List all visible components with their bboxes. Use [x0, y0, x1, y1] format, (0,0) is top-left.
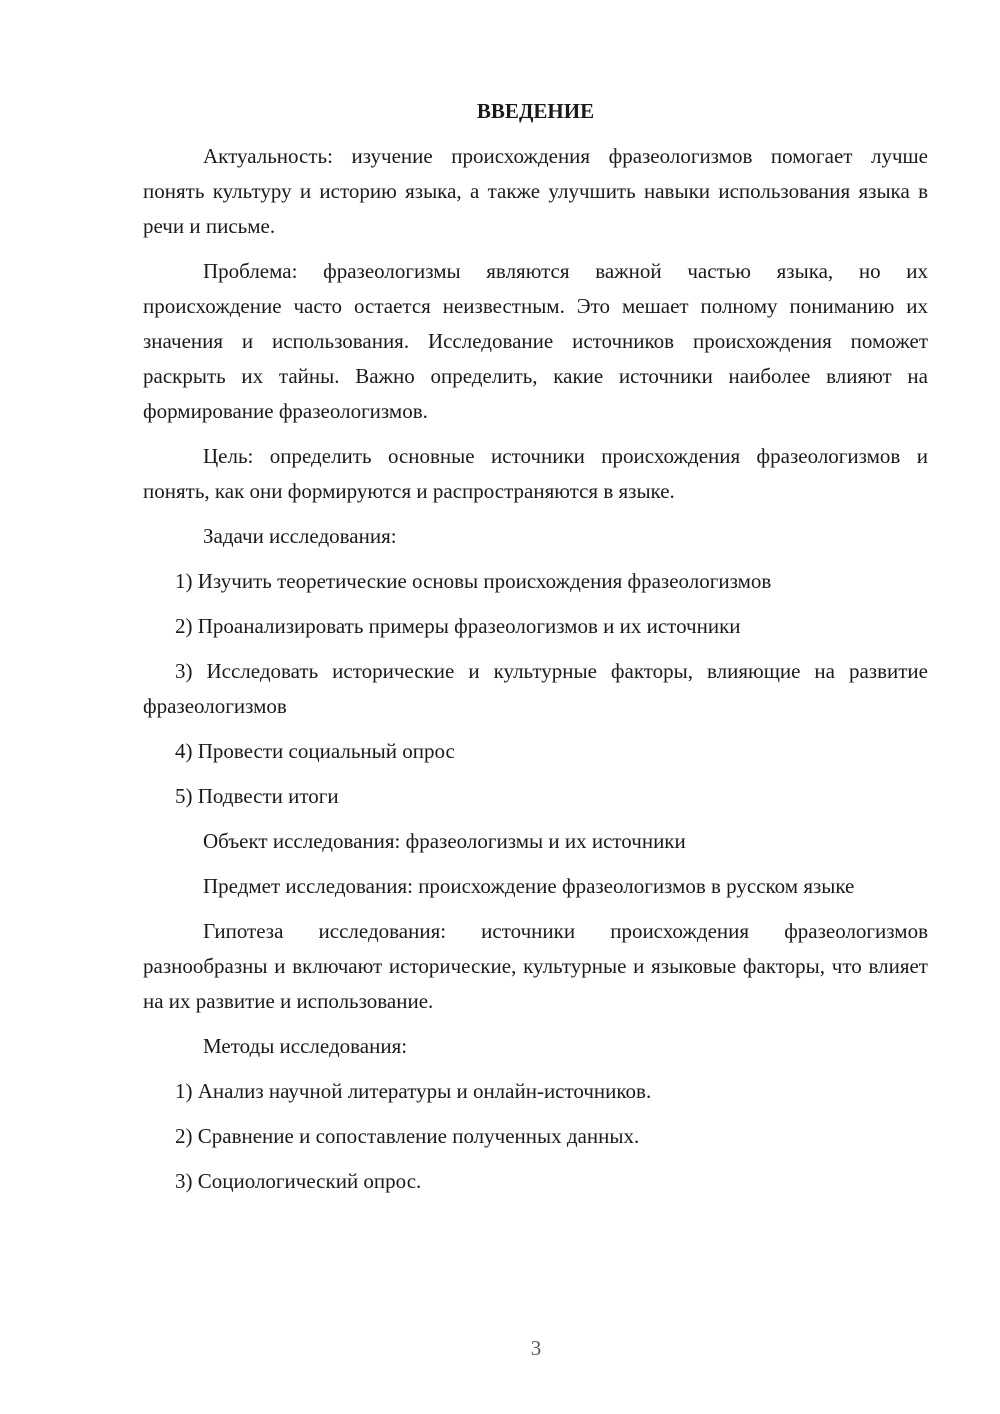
document-body: [143, 94, 928, 1209]
page-number: 3: [530, 1336, 542, 1360]
task-item-1: 1) Изучить теоретические основы происхождения фразеологизмов: [175, 569, 772, 593]
paragraph-object: Объект исследования: фразеологизмы и их источники: [203, 829, 686, 853]
methods-heading: Методы исследования:: [203, 1034, 408, 1058]
paragraph-hypothesis: Гипотеза исследования: источники происхождения фразеологизмов разнообразны и включают исторические, культурные и языковые факторы, что влияет на их развитие и использование.: [143, 919, 928, 1013]
paragraph-problem: Проблема: фразеологизмы являются важной частью языка, но их происхождение часто остается неизвестным. Это мешает полному пониманию их значения и использования. Исследование источников происхождения поможет раскрыть их тайны. Важно определить, какие источники наиболее влияют на формирование фразеологизмов.: [143, 259, 928, 423]
paragraph-relevance: Актуальность: изучение происхождения фразеологизмов помогает лучше понять культуру и историю языка, а также улучшить навыки использования языка в речи и письме.: [143, 144, 928, 238]
task-item-4: 4) Провести социальный опрос: [175, 739, 455, 763]
method-item-3: 3) Социологический опрос.: [175, 1169, 422, 1193]
paragraph-goal: Цель: определить основные источники происхождения фразеологизмов и понять, как они формируются и распространяются в языке.: [143, 444, 928, 503]
task-item-5: 5) Подвести итоги: [175, 784, 339, 808]
task-item-3: 3) Исследовать исторические и культурные факторы, влияющие на развитие фразеологизмов: [143, 659, 928, 718]
task-item-2: 2) Проанализировать примеры фразеологизмов и их источники: [175, 614, 741, 638]
method-item-2: 2) Сравнение и сопоставление полученных данных.: [175, 1124, 640, 1148]
paragraph-subject: Предмет исследования: происхождение фразеологизмов в русском языке: [203, 874, 855, 898]
tasks-heading: Задачи исследования:: [203, 524, 397, 548]
method-item-1: 1) Анализ научной литературы и онлайн-источников.: [175, 1079, 652, 1103]
section-title: ВВЕДЕНИЕ: [476, 99, 595, 123]
